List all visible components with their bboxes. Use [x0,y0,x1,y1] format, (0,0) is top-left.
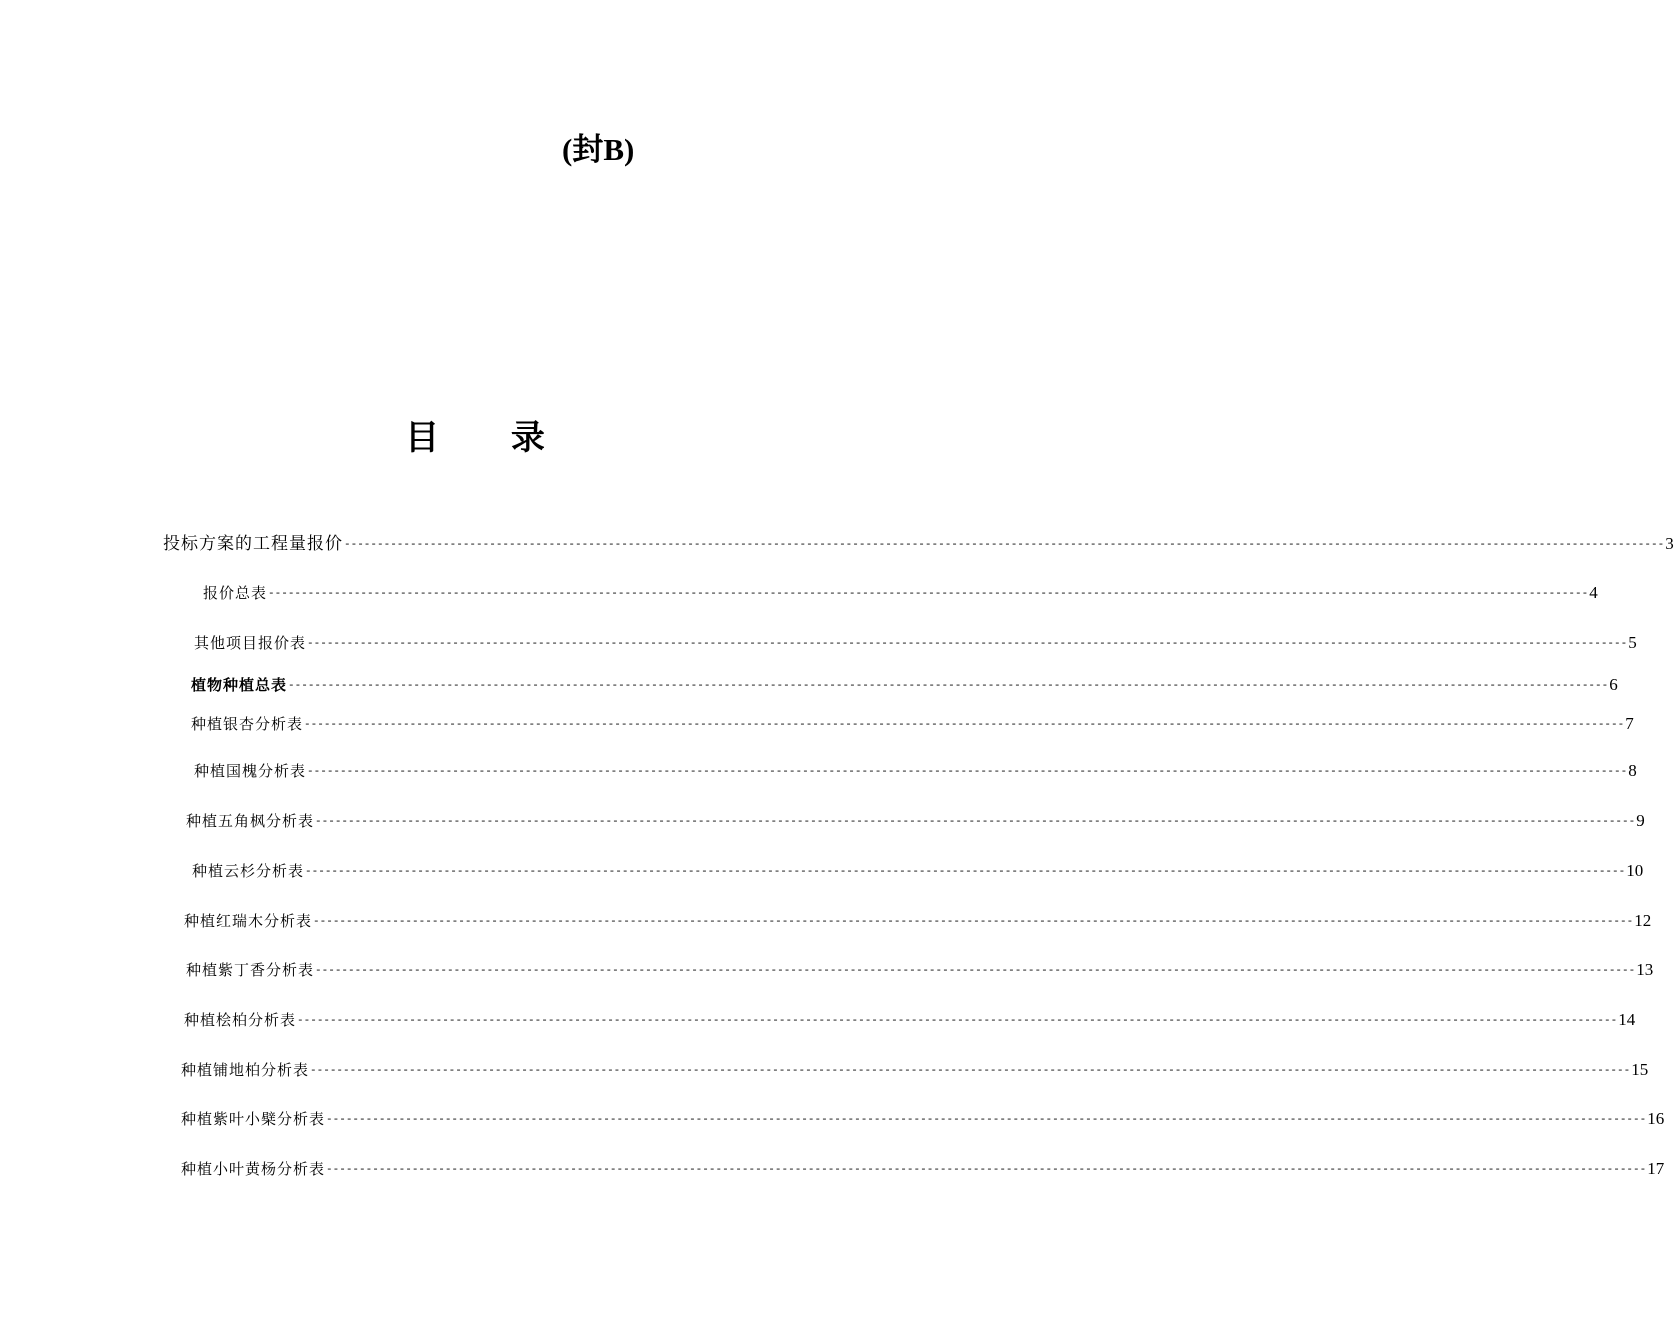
toc-entry-page: 17 [1647,1159,1665,1178]
toc-leader: -------------------------------------------------------------------------------------------------------------------------------------------------------------------------------------------------------- [307,766,1628,778]
toc-entry[interactable] [186,808,1645,834]
toc-entry[interactable] [181,1156,1665,1182]
toc-leader: -------------------------------------------------------------------------------------------------------------------------------------------------------------------------------------------------------- [326,1164,1647,1176]
toc-entry-label: 报价总表 [203,584,268,602]
toc-entry-label: 种植紫叶小檗分析表 [181,1110,326,1128]
toc-leader: -------------------------------------------------------------------------------------------------------------------------------------------------------------------------------------------------------- [305,866,1626,878]
toc-entry-label: 种植铺地柏分析表 [181,1061,310,1079]
toc-leader: -------------------------------------------------------------------------------------------------------------------------------------------------------------------------------------------------------- [326,1114,1647,1126]
toc-leader: -------------------------------------------------------------------------------------------------------------------------------------------------------------------------------------------------------- [344,539,1665,551]
toc-entry-page: 9 [1636,811,1645,830]
toc-entry[interactable] [184,908,1652,934]
toc-entry[interactable] [163,531,1674,557]
toc-entry[interactable] [191,672,1618,698]
toc-entry-label: 投标方案的工程量报价 [163,534,343,554]
toc-leader: -------------------------------------------------------------------------------------------------------------------------------------------------------------------------------------------------------- [288,680,1609,692]
toc-leader: -------------------------------------------------------------------------------------------------------------------------------------------------------------------------------------------------------- [268,588,1589,600]
toc-entry-page: 3 [1665,534,1674,553]
toc-entry-page: 14 [1618,1010,1636,1029]
toc-entry-label: 种植小叶黄杨分析表 [181,1160,326,1178]
toc-entry-label: 其他项目报价表 [194,634,307,652]
toc-leader: -------------------------------------------------------------------------------------------------------------------------------------------------------------------------------------------------------- [307,638,1628,650]
toc-entry-label: 种植云杉分析表 [192,862,305,880]
toc-entry-page: 15 [1631,1060,1649,1079]
toc-entry-label: 种植桧柏分析表 [184,1011,297,1029]
toc-title: 目 录 [405,418,575,458]
toc-entry-page: 4 [1589,583,1598,602]
toc-entry[interactable] [181,1106,1665,1132]
toc-entry-label: 种植五角枫分析表 [186,812,315,830]
toc-leader: -------------------------------------------------------------------------------------------------------------------------------------------------------------------------------------------------------- [313,916,1634,928]
toc-leader: -------------------------------------------------------------------------------------------------------------------------------------------------------------------------------------------------------- [315,965,1636,977]
toc-entry[interactable] [192,858,1644,884]
toc-entry[interactable] [186,957,1654,983]
toc-leader: -------------------------------------------------------------------------------------------------------------------------------------------------------------------------------------------------------- [310,1065,1631,1077]
toc-entry-page: 13 [1636,960,1654,979]
toc-entry-page: 8 [1628,761,1637,780]
toc-entry-page: 12 [1634,911,1652,930]
toc-entry[interactable] [203,580,1598,606]
toc-entry-label: 种植紫丁香分析表 [186,961,315,979]
toc-entry-page: 16 [1647,1109,1665,1128]
toc-entry-label: 植物种植总表 [191,676,288,694]
toc-entry[interactable] [194,630,1637,656]
toc-entry[interactable] [194,758,1637,784]
toc-entry-page: 10 [1626,861,1644,880]
cover-mark: (封B) [562,132,635,167]
toc-leader: -------------------------------------------------------------------------------------------------------------------------------------------------------------------------------------------------------- [304,719,1625,731]
toc-entry-page: 6 [1609,675,1618,694]
toc-entry[interactable] [184,1007,1636,1033]
toc-entry-page: 5 [1628,633,1637,652]
toc-entry-label: 种植银杏分析表 [191,715,304,733]
toc-entry[interactable] [191,711,1634,737]
toc-entry-label: 种植国槐分析表 [194,762,307,780]
toc-entry[interactable] [181,1057,1649,1083]
toc-entry-page: 7 [1625,714,1634,733]
toc-entry-label: 种植红瑞木分析表 [184,912,313,930]
toc-leader: -------------------------------------------------------------------------------------------------------------------------------------------------------------------------------------------------------- [297,1015,1618,1027]
toc-leader: -------------------------------------------------------------------------------------------------------------------------------------------------------------------------------------------------------- [315,816,1636,828]
